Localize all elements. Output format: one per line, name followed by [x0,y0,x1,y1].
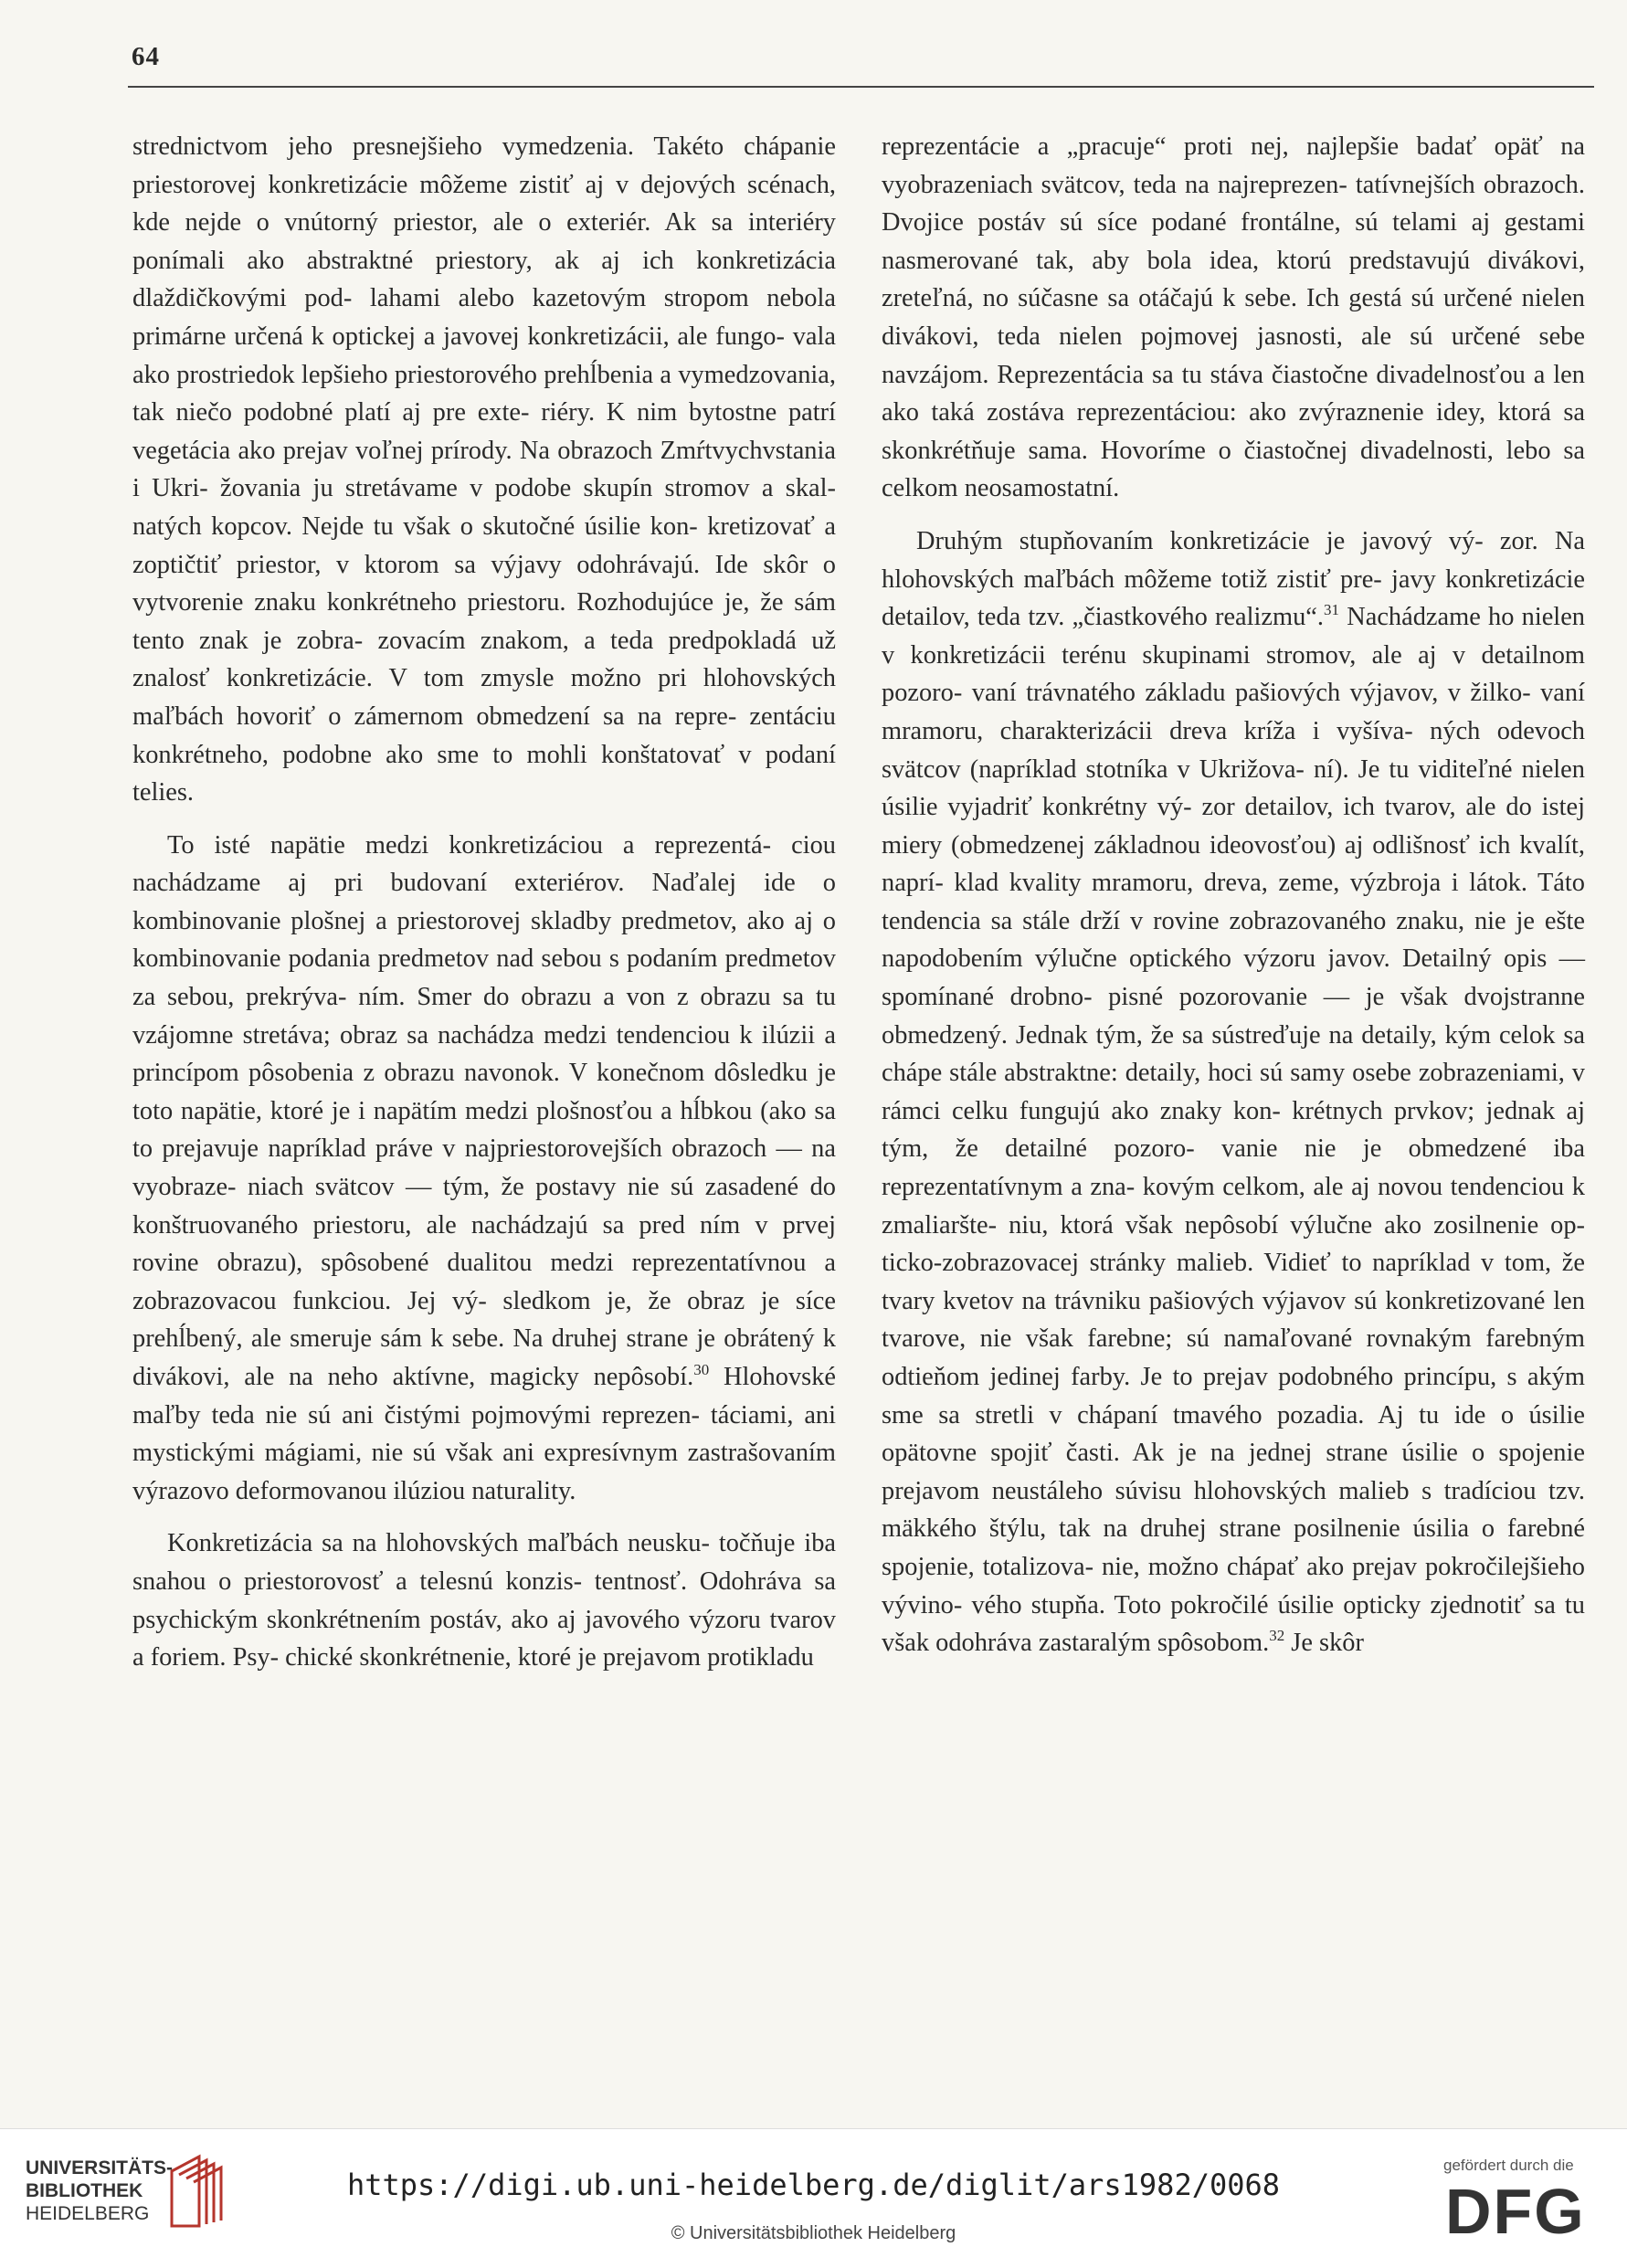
text-line: krétnych prvkov; jednak aj tým, že detailné pozoro- [882,1096,1585,1164]
text-line: vala ako prostriedok lepšieho priestorového prehĺbenia [132,322,836,389]
text-line: klad kvality mramoru, dreva, zeme, výzbroja i látok. [954,869,1527,898]
text-line: priestory, ak aj ich konkretizácia dlaždičkovými pod- [132,246,836,313]
text-line: plošnosťou a hĺbkou (ako sa to prejavuje napríklad [132,1096,836,1164]
text-line: strane posilnenie úsilia o farebné spojenie, totalizova- [882,1514,1585,1581]
text-line: lahami alebo kazetovým stropom nebola primárne [132,284,836,351]
text-line: Jednak tým, že sa sústreďuje na detaily, kým celok [1015,1020,1556,1050]
text-line: vaní trávnatého základu pašiových výjavov, v žilko- [971,679,1531,708]
text-line: malieb s tradíciou tzv. mäkkého štýlu, tak na druhej [882,1476,1585,1544]
text-line: zovacím znakom, a teda predpokladá už znalosť [132,626,836,693]
text-line: vaní mramoru, charakterizácii dreva kríža i vyšíva- [882,679,1585,745]
text-line: priestoru. Rozhodujúce je, že sám tento znak je zobra- [132,588,836,655]
text-line: niach svätcov — tým, že postavy nie sú zasadené do [247,1173,836,1202]
text-line: opäť na vyobrazeniach svätcov, teda na najreprezen- [882,132,1585,199]
text-line: stretáva; obraz sa nachádza medzi tendenciou k ilúzii [242,1020,816,1050]
text-line: vého stupňa. Toto pokročilé úsilie opticky zjednotiť sa [971,1590,1556,1619]
text-line: stretli v chápaní tmavého pozadia. Aj tu ide o úsilie [975,1400,1585,1429]
text-line: divákovi, teda nielen pojmovej jasnosti, ale sú určené [882,322,1521,351]
text-line: konštruovaného priestoru, ale nachádzajú sa pred [132,1210,685,1239]
text-line: zobrazeniami, v rámci celku fungujú ako znaky kon- [882,1059,1585,1125]
text-line: v tom, že tvary kvetov na trávniku pašiových výjavov [882,1249,1585,1315]
text-line: ciou nachádzame aj pri budovaní exteriérov. Naďalej [132,830,836,898]
text-line: opätovne spojiť časti. Ak je na jednej strane úsilie [882,1439,1458,1468]
text-line: ní). Je tu viditeľné nielen úsilie vyjadriť konkrétny vý- [882,754,1585,822]
text-line: nie, možno chápať ako prejav pokročilejšieho vývino- [882,1552,1585,1619]
text-line: táciami, ani mystickými mágiami, nie sú však ani [132,1400,837,1468]
paragraph [132,827,836,1511]
footnote-marker[interactable]: 30 [693,1361,710,1378]
text-line: zentáciu konkrétneho, podobne ako sme to mohli [132,701,836,769]
text-line: základnou ideovosťou) aj odlišnosť ich kvalít, naprí- [882,830,1585,898]
text-line: To isté napätie medzi konkretizáciou a reprezentá- [167,830,772,860]
footer-bar [0,2128,1627,2268]
text-line: točňuje iba snahou o priestorovosť a telesnú konzis- [132,1529,836,1596]
text-line: frontálne, sú telami aj gestami nasmerované tak, aby [882,208,1585,275]
text-line: maľbách hovoriť o zámernom obmedzení sa na repre- [132,701,737,731]
footnote-marker[interactable]: 32 [1269,1627,1285,1645]
text-line: určená k optickej a javovej konkretizácii, ale fungo- [234,322,785,351]
text-line: výzoru javov. Detailný opis — spomínané drobno- [882,944,1585,1012]
text-line: kretizovať a zoptičtiť priestor, v ktorom sa výjavy [132,512,836,579]
text-line: k sebe. Na druhej strane je obrátený k divákovi, ale [132,1324,836,1391]
university-name-line1: UNIVERSITÄTS- [26,2157,174,2178]
text-line: javy konkretizácie detailov, teda tzv. „čiastkového [882,564,1585,632]
text-line: riéry. K nim bytostne patrí vegetácia ako prejav [132,398,836,465]
text-line: ale o exteriér. Ak sa interiéry ponímali ako abstraktné [132,208,836,275]
text-line: dôsledku je toto napätie, ktoré je i napätím medzi [132,1059,836,1125]
text-line: vanie nie je obmedzené iba reprezentatívnym a zna- [882,1134,1585,1202]
dfg-logo-text: DFG [1445,2178,1586,2242]
text-line: chické skonkrétnenie, ktoré je prejavom protikladu [285,1643,814,1672]
text-line: sledkom je, že obraz je síce prehĺbený, ale smeruje sám [132,1286,836,1354]
text-line: sa chápe stále abstraktne: detaily, hoci sú samy osebe [882,1020,1585,1088]
text-line: predmetov, ako aj o kombinovanie podania predmetov [132,906,836,974]
paragraph [132,1524,836,1676]
text-line: ide o kombinovanie plošnej a priestorovej skladby [132,869,836,935]
text-line: sebe navzájom. Reprezentácia sa tu stáva čiastočne [882,322,1585,389]
text-line: a princípom pôsobenia z obrazu navonok. V konečnom [132,1020,836,1088]
text-line: o spojenie prejavom neustáleho súvisu hlohovských [882,1439,1585,1505]
text-line: zor. Na hlohovských maľbách môžeme totiž zistiť pre- [882,526,1585,594]
paragraph [882,128,1585,508]
text-line: konštatovať v podaní telies. [132,740,837,807]
text-line: Druhým stupňovaním konkretizácie je javový vý- [916,526,1484,555]
text-line: nad sebou s podaním predmetov za sebou, prekrýva- [132,944,836,1012]
text-line: expresívnym zastrašovaním výrazovo deformovanou [132,1439,836,1505]
text-line: ako zvýraznenie idey, ktorá sa skonkrétňuje sama. [882,398,1585,465]
text-line: Táto tendencia sa stále drží v rovine zobrazovaného [882,869,1585,935]
text-line: odohrávajú. Ide skôr o vytvorenie znaku konkrétneho [132,550,836,617]
text-line: farby. Je to prejav podobného princípu, s akým sme sa [882,1363,1585,1429]
left-column [132,128,836,1692]
paragraph [132,128,836,812]
text-line: chápanie priestorovej konkretizácie môžeme zistiť [132,132,836,199]
funding-note: gefördert durch die [1443,2157,1574,2174]
text-line: sú konkretizované len tvarove, nie však farebne; sú [882,1286,1585,1354]
text-line: ním. Smer do obrazu a von z obrazu sa tu vzájomne [132,983,836,1050]
text-line: divadelnosťou a len ako taká zostáva reprezentáciou: [882,360,1585,427]
text-line: ilúziou naturality. [393,1476,576,1505]
text-line: Konkretizácia sa na hlohovských maľbách neusku- [167,1529,710,1558]
text-line: bola idea, ktorú predstavujú divákovi, zreteľná, no [882,246,1585,313]
text-line: pisné pozorovanie — je však dvojstranne obmedzený. [882,983,1585,1050]
text-line: maľby teda nie sú ani čistými pojmovými reprezen- [132,1400,700,1429]
text-line: žovania ju stretávame v podobe skupín stromov a skal- [219,474,836,503]
text-line: tu však odohráva zastaralým spôsobom.$^{32}$ Je skôr [882,1590,1585,1658]
text-line: tentnosť. Odohráva sa psychickým skonkrétnením [132,1567,836,1634]
university-name-line2: BIBLIOTHEK [26,2180,143,2201]
text-line: tatívnejších obrazoch. Dvojice postáv sú síce podané [882,170,1585,237]
copyright-notice: © Universitätsbibliothek Heidelberg [671,2223,956,2243]
text-line: natých kopcov. Nejde tu však o skutočné úsilie kon- [132,512,698,541]
text-line: niu, ktorá však nepôsobí výlučne ako zosilnenie op- [1009,1210,1585,1239]
text-line: namaľované rovnakým farebným odtieňom jedinej [882,1324,1585,1391]
text-line: reprezentatívnou a zobrazovacou funkciou. Jej vý- [132,1249,836,1315]
text-line: reprezentácie a „pracuje“ proti nej, najlepšie badať [882,132,1477,161]
text-line: súčasne sa otáčajú k sebe. Ich gestá sú určené nielen [1018,284,1586,313]
text-line: na neho aktívne, magicky nepôsobí.$^{30}$ Hlohovské [289,1361,836,1391]
text-line: neosamostatní. [964,474,1120,503]
text-line: ticko-zobrazovacej stránky malieb. Vidieť to napríklad [882,1249,1471,1278]
text-line: práve v najpriestorovejších obrazoch — na vyobraze- [132,1134,836,1202]
text-line: kovým celkom, ale aj novou tendenciou k zmaliaršte- [882,1173,1585,1239]
header-rule [128,86,1594,88]
text-line: postáv, ako aj javového výzoru tvarov a foriem. Psy- [132,1605,836,1672]
right-column [882,128,1585,1677]
text-line: Hovoríme o čiastočnej divadelnosti, lebo sa celkom [882,436,1585,503]
text-line: ných odevoch svätcov (napríklad stotníka v Ukrižova- [882,716,1585,784]
page-number: 64 [132,42,160,71]
text-line: a vymedzovania, tak niečo podobné platí aj pre exte- [132,360,836,427]
text-line: znaku, nie je ešte napodobením výlučne optického [882,906,1585,974]
text-line: aj v dejových scénach, kde nejde o vnútorný priestor, [132,170,836,237]
text-line: konkretizácie. V tom zmysle možno pri hlohovských [226,664,836,693]
text-line: zor detailov, ich tvarov, ale do istej miery (obmedzenej [882,793,1585,860]
dfg-logo-icon[interactable] [1445,2178,1601,2242]
footnote-marker[interactable]: 31 [1324,601,1340,619]
text-line: strednictvom jeho presnejšieho vymedzenia. Takéto [132,132,724,161]
text-line: ním v prvej rovine obrazu), spôsobené dualitou medzi [132,1210,836,1278]
document-url-link[interactable]: https://digi.ub.uni-heidelberg.de/diglit/ars1982/0068 [346,2168,1281,2202]
text-line: terénu skupinami stromov, ale aj v detailnom pozoro- [882,640,1585,708]
text-line: realizmu“.$^{31}$ Nachádzame ho nielen v konkretizácii [882,601,1585,670]
university-name-line3: HEIDELBERG [26,2203,150,2224]
paragraph [882,522,1585,1662]
text-line: voľnej prírody. Na obrazoch Zmŕtvychvstania i Ukri- [132,436,836,503]
